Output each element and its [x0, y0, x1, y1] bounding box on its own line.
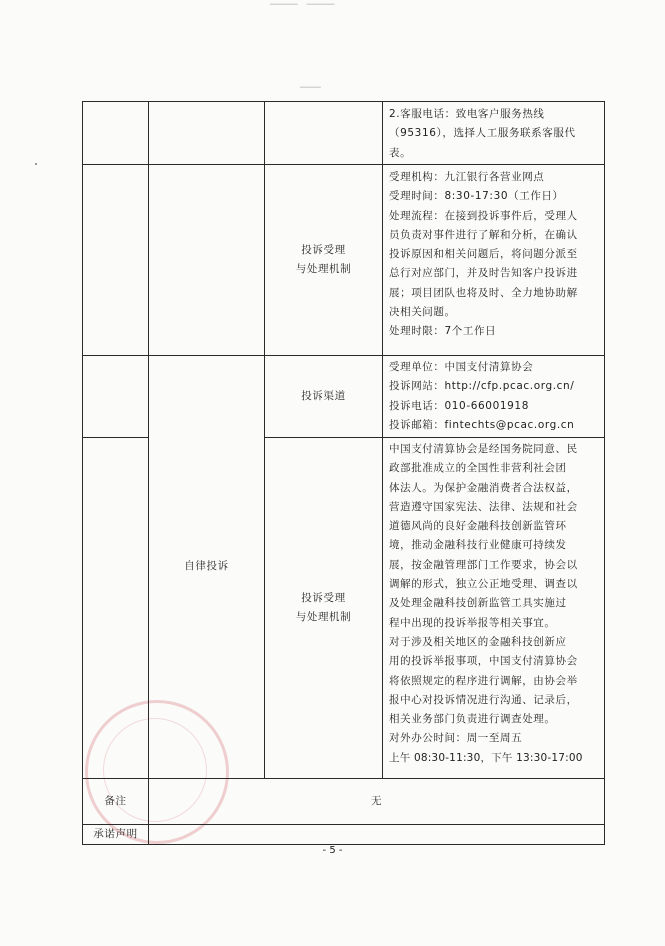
- table-row: [83, 102, 605, 165]
- page-number: - 5 -: [322, 845, 343, 856]
- mechanism-content: [383, 165, 605, 356]
- mechanism-label: [265, 165, 383, 356]
- text-line: 中国支付清算协会是经国务院同意、民: [389, 443, 578, 455]
- text-line: 体法人。为保护金融消费者合法权益，: [389, 481, 578, 494]
- text-line: 上午 08:30-11:30，下午 13:30-17:00: [389, 751, 583, 764]
- text-line: （95316），选择人工服务联系客服代: [389, 127, 576, 140]
- empty-cell: [83, 438, 149, 779]
- label-line: 投诉受理: [301, 243, 346, 256]
- complaint-table: [82, 101, 605, 845]
- empty-cell: [83, 102, 149, 165]
- text-line: 表。: [389, 146, 412, 159]
- self-regulation-category: 自律投诉: [149, 356, 265, 779]
- channel-content: [383, 356, 605, 438]
- text-line: 用的投诉举报事项，中国支付清算协会: [389, 655, 578, 668]
- text-line: 对外办公时间：周一至周五: [389, 732, 523, 745]
- text-line: 程中出现的投诉举报等相关事宜。: [389, 616, 556, 629]
- text-line: 处理时限：7个工作日: [389, 325, 497, 338]
- commitment-value: [149, 825, 605, 845]
- text-line: 营造遵守国家宪法、法律、法规和社会: [389, 500, 578, 513]
- text-line: 决相关问题。: [389, 306, 456, 319]
- label-line: 与处理机制: [295, 611, 352, 623]
- label-line: 与处理机制: [295, 263, 352, 275]
- text-line: 相关业务部门负责进行调查处理。: [389, 713, 556, 726]
- text-line: 投诉电话：010-66001918: [389, 399, 529, 412]
- text-line: 2.客服电话：致电客户服务热线: [389, 108, 545, 120]
- table-row: [83, 165, 605, 356]
- text-line: 投诉邮箱：fintechts@pcac.org.cn: [389, 418, 575, 431]
- table-row: [83, 825, 605, 845]
- text-line: 及处理金融科技创新监管工具实施过: [389, 597, 567, 610]
- text-line: 政部批准成立的全国性非营利社会团: [389, 462, 567, 475]
- table-row: [83, 779, 605, 825]
- text-line: 展；项目团队也将及时、全力地协助解: [389, 286, 578, 299]
- text-line: 将依照规定的程序进行调解，由协会举: [389, 674, 578, 687]
- text-line: 投诉原因和相关问题后，将问题分派至: [389, 248, 578, 261]
- text-line: 对于涉及相关地区的金融科技创新应: [389, 635, 567, 648]
- empty-cell: [149, 102, 265, 165]
- text-line: 处理流程：在接到投诉事件后，受理人: [389, 209, 578, 222]
- mechanism-content: [383, 438, 605, 779]
- scan-speck: [35, 163, 37, 165]
- text-line: 道德风尚的良好金融科技创新监管环: [389, 520, 567, 533]
- text-line: 调解的形式，独立公正地受理、调查以: [389, 578, 578, 591]
- bleed-through-text: ▔▔▔▔ ▔▔▔▔: [270, 5, 335, 15]
- label-line: 投诉受理: [301, 591, 346, 604]
- text-line: 受理机构：九江银行各营业网点: [389, 171, 545, 183]
- remarks-value: 无: [149, 779, 605, 825]
- channel-label: 投诉渠道: [265, 356, 383, 438]
- text-line: 总行对应部门，并及时告知客户投诉进: [389, 267, 578, 280]
- mechanism-label: [265, 438, 383, 779]
- text-line: 展，按金融管理部门工作要求，协会以: [389, 558, 578, 571]
- text-line: 报中心对投诉情况进行沟通、记录后，: [389, 693, 578, 706]
- text-line: 受理时间：8:30-17:30（工作日）: [389, 190, 564, 203]
- text-line: 境，推动金融科技行业健康可持续发: [389, 539, 567, 552]
- table-row: [83, 356, 605, 438]
- remarks-label: 备注: [83, 779, 149, 825]
- text-line: 受理单位：中国支付清算协会: [389, 361, 534, 373]
- text-line: 投诉网站：http://cfp.pcac.org.cn/: [389, 380, 575, 393]
- empty-cell: [83, 165, 149, 356]
- empty-cell: [83, 356, 149, 438]
- text-line: 员负责对事件进行了解和分析，在确认: [389, 228, 578, 241]
- bleed-through-text: ▔▔▔: [300, 88, 321, 98]
- empty-cell: [149, 165, 265, 356]
- commitment-label: 承诺声明: [83, 825, 149, 845]
- customer-service-cell: [383, 102, 605, 165]
- empty-cell: [265, 102, 383, 165]
